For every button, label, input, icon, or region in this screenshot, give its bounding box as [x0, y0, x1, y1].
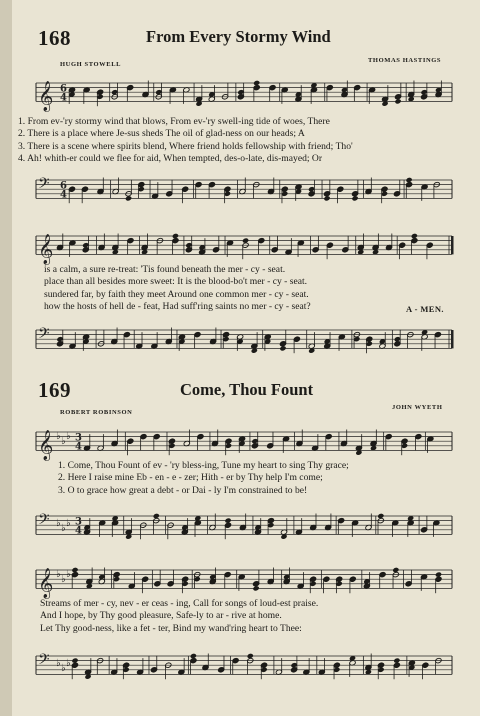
- time-signature: 4: [60, 92, 67, 104]
- verse-block: [58, 460, 349, 497]
- flat-icon: ♭: [66, 518, 71, 529]
- lyric-line: 3. O to grace how great a debt - or Dai - ly I'm constrained to be!: [58, 484, 308, 496]
- music-credit: THOMAS HASTINGS: [368, 57, 442, 64]
- note-head: [190, 653, 197, 659]
- note-head: [71, 658, 78, 664]
- time-signature: 4: [75, 525, 82, 537]
- lyric-line: 2. There is a place where Je-sus sheds The oil of glad-ness on our heads; A: [18, 128, 305, 140]
- lyric-line: 2. Here I raise mine Eb - en - e - zer; Hith - er by Thy help I'm come;: [58, 472, 323, 484]
- note-head: [323, 195, 330, 201]
- note-head: [392, 567, 399, 573]
- verse-block: [18, 116, 353, 166]
- treble-clef-icon: 𝄞: [38, 81, 54, 112]
- time-signature: 4: [75, 441, 82, 453]
- note-head: [153, 513, 160, 519]
- note-head: [435, 572, 442, 578]
- treble-clef-icon: 𝄞: [38, 430, 54, 461]
- time-signature: 6: [60, 83, 67, 95]
- lyric-line: 1. Come, Thou Fount of ev - 'ry bless-ing, Tune my heart to sing Thy grace;: [58, 460, 349, 471]
- note-head: [253, 585, 260, 591]
- final-bar-line: [451, 330, 454, 348]
- note-head: [253, 80, 260, 86]
- music-credit: JOHN WYETH: [392, 404, 443, 411]
- lyric-line: And I hope, by Thy good pleasure, Safe-ly to ar - rive at home.: [40, 610, 282, 622]
- bass-clef-icon: 𝄢: [38, 511, 50, 532]
- music-staff: [0, 228, 480, 268]
- lyric-line: 4. Ah! whith-er could we flee for aid, When tempted, des-o-late, dis-mayed; Or: [18, 153, 323, 165]
- flat-icon: ♭: [66, 569, 71, 580]
- bass-clef-icon: 𝄢: [38, 325, 50, 346]
- staff-lines: [36, 570, 452, 588]
- final-bar-line: [451, 236, 454, 254]
- treble-clef-icon: 𝄞: [38, 234, 54, 265]
- flat-icon: ♭: [61, 574, 66, 585]
- flat-icon: ♭: [66, 431, 71, 442]
- note-head: [242, 238, 249, 244]
- music-staff: [0, 172, 480, 212]
- music-staff: [0, 424, 480, 464]
- hymn-title: From Every Stormy Wind: [146, 27, 331, 46]
- lyric-line: how the hosts of hell de - feat, Had suff'ring saints no mer - cy - seat?: [44, 301, 311, 313]
- refrain-block: [40, 598, 318, 635]
- music-staff: [0, 562, 480, 602]
- flat-icon: ♭: [56, 518, 61, 529]
- flat-icon: ♭: [56, 569, 61, 580]
- time-signature: 4: [60, 189, 67, 201]
- lyric-line: 3. There is a scene where spirits blend, Where friend holds fellowship with friend; Tho': [18, 140, 353, 152]
- hymn-title: Come, Thou Fount: [180, 380, 314, 399]
- note-head: [406, 177, 413, 183]
- music-staff: [0, 75, 480, 115]
- flat-icon: ♭: [61, 663, 66, 674]
- bass-clef-icon: 𝄢: [38, 651, 50, 672]
- hymn-number: 168: [38, 26, 71, 50]
- note-head: [394, 98, 401, 104]
- music-staff: [0, 508, 480, 548]
- time-signature: 3: [75, 432, 82, 444]
- lyric-line: is a calm, a sure re-treat: 'Tis found beneath the mer - cy - seat.: [44, 264, 286, 275]
- amen-label: A - MEN.: [406, 304, 444, 314]
- music-staff: [0, 648, 480, 688]
- note-head: [393, 658, 400, 664]
- note-head: [411, 233, 418, 239]
- music-staff: [0, 322, 480, 362]
- note-head: [279, 345, 286, 351]
- lyric-line: Let Thy good-ness, like a fet - ter, Bind my wand'ring heart to Thee:: [40, 622, 302, 634]
- bass-clef-icon: 𝄢: [38, 175, 50, 196]
- note-head: [172, 233, 179, 239]
- note-head: [224, 518, 231, 524]
- note-head: [125, 195, 132, 201]
- lyric-line: place than all besides more sweet: It is the blood-bo't mer - cy - seat.: [44, 276, 308, 288]
- note-head: [377, 513, 384, 519]
- lyric-line: 1. From ev-'ry stormy wind that blows, From ev-'ry swell-ing tide of woes, There: [18, 116, 330, 127]
- note-head: [352, 195, 359, 201]
- time-signature: 3: [75, 516, 82, 528]
- flat-icon: ♭: [66, 658, 71, 669]
- lyric-line: Streams of mer - cy, nev - er ceas - ing, Call for songs of loud-est praise.: [40, 598, 319, 609]
- time-signature: 6: [60, 180, 67, 192]
- note-head: [71, 567, 78, 573]
- flat-icon: ♭: [61, 523, 66, 534]
- flat-icon: ♭: [56, 658, 61, 669]
- hymn-number: 169: [38, 378, 71, 402]
- lyric-line: sundered far, by faith they meet Around one common mer - cy - seat.: [44, 288, 309, 300]
- refrain-block: [44, 264, 311, 314]
- note-head: [247, 653, 254, 659]
- flat-icon: ♭: [61, 436, 66, 447]
- words-credit: ROBERT ROBINSON: [60, 409, 133, 416]
- treble-clef-icon: 𝄞: [38, 568, 54, 599]
- flat-icon: ♭: [56, 431, 61, 442]
- words-credit: HUGH STOWELL: [60, 61, 122, 68]
